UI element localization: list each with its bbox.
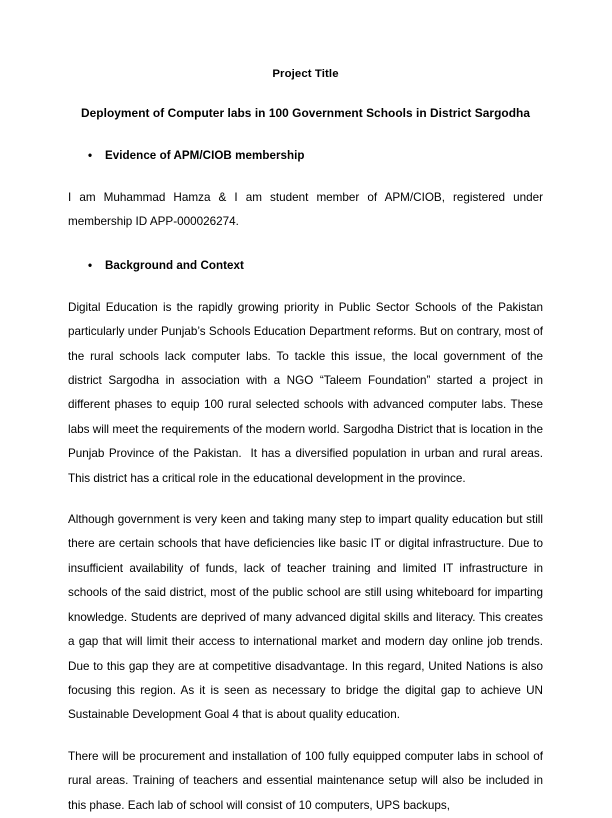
- paragraph-background-deficiencies: Although government is very keen and taking many step to impart quality education but still there are certain schools that have deficiencies like basic IT or digital infrastructure. Due to insufficient availability of funds, lack of teacher training and limited IT infrastructure in schools of the said district, most of the public school are still using whiteboard for imparting knowledge. Students are deprived of many advanced digital skills and literacy. This creates a gap that will limit their access to international market and modern day online job trends. Due to this gap they are at competitive disadvantage. In this regard, United Nations is also focusing this region. As it is seen as necessary to bridge the digital gap to achieve UN Sustainable Development Goal 4 that is about quality education.: [68, 513, 547, 722]
- page-title: Project Title: [272, 68, 339, 80]
- document-body: [68, 62, 550, 818]
- section-heading-background: [68, 254, 543, 278]
- paragraph-background-digital-education: Digital Education is the rapidly growing priority in Public Sector Schools of the Pakistan particularly under Punjab’s Schools Education Department reforms. But on contrary, most of the rural schools lack computer labs. To tackle this issue, the local government of the district Sargodha in association with a NGO “Taleem Foundation” started a project in different phases to equip 100 rural selected schools with advanced computer labs. These labs will meet the requirements of the modern world. Sargodha District that is location in the Punjab Province of the Pakistan. It has a diversified population in urban and rural areas. This district has a critical role in the educational development in the province.: [68, 300, 550, 485]
- paragraph-background-procurement: There will be procurement and installation of 100 fully equipped computer labs in school of rural areas. Training of teachers and essential maintenance setup will also be included in this phase. Each lab of school will consist of 10 computers, UPS backups,: [68, 749, 547, 812]
- project-subtitle: Deployment of Computer labs in 100 Government Schools in District Sargodha: [80, 106, 531, 120]
- paragraph-membership-evidence: I am Muhammad Hamza & I am student member of APM/CIOB, registered under membership ID APP-000026274.: [68, 191, 547, 229]
- section-heading-membership-label: Evidence of APM/CIOB membership: [105, 149, 305, 162]
- section-heading-background-label: Background and Context: [105, 258, 244, 272]
- bullet-icon: •: [88, 149, 93, 162]
- section-heading-membership: [68, 144, 543, 168]
- bullet-icon: •: [88, 258, 93, 272]
